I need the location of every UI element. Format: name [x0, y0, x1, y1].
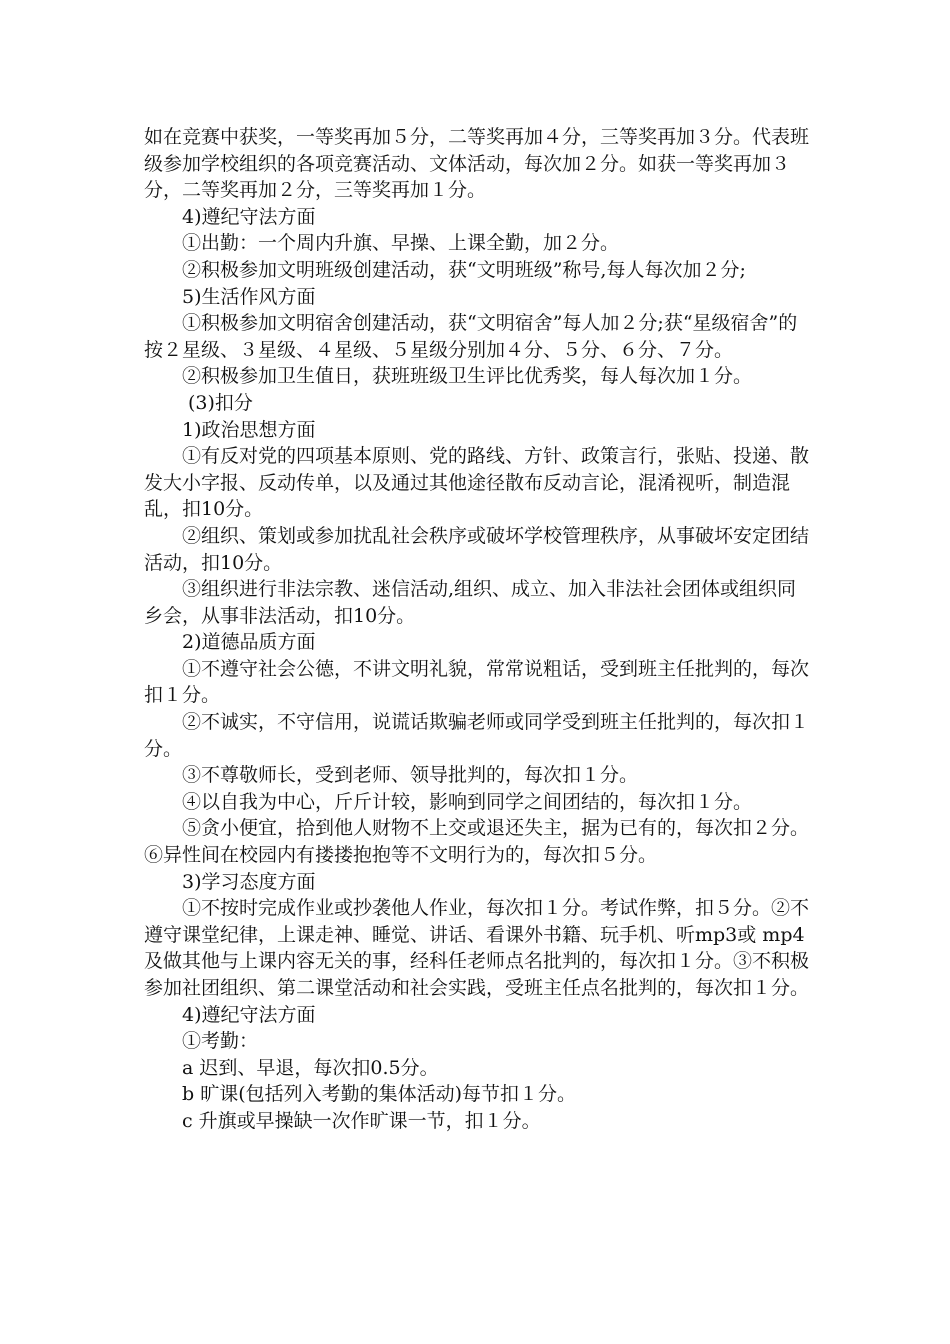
paragraph: ①出勤：一个周内升旗、早操、上课全勤，加２分。 — [182, 232, 620, 255]
paragraph: ③组织进行非法宗教、迷信活动,组织、成立、加入非法社会团体或组织同乡会，从事非法活动，扣10分。 — [144, 578, 797, 627]
paragraph: ①不按时完成作业或抄袭他人作业，每次扣１分。考试作弊，扣５分。②不遵守课堂纪律，上课走神、睡觉、讲话、看课外书籍、玩手机、听mp3或 mp4及做其他与上课内容无关的事，经科任老师点名批判的，每次扣１分。③不积极参加社团组织、第二课堂活动和社会实践，受班主任点名批判的，每次扣１分。 — [144, 897, 810, 999]
paragraph: ④以自我为中心，斤斤计较，影响到同学之间团结的，每次扣１分。 — [182, 790, 753, 813]
paragraph: ①有反对党的四项基本原则、党的路线、方针、政策言行，张贴、投递、散发大小字报、反动传单，以及通过其他途径散布反动言论，混淆视听，制造混乱，扣10分。 — [144, 445, 810, 521]
section-heading: 3)学习态度方面 — [182, 870, 316, 893]
paragraph: ①积极参加文明宿舍创建活动，获“文明宿舍”每人加２分;获“星级宿舍”的按２星级、３星级、４星级、５星级分别加４分、５分、６分、７分。 — [144, 312, 798, 361]
paragraph: ②组织、策划或参加扰乱社会秩序或破坏学校管理秩序，从事破坏安定团结活动，扣10分。 — [144, 524, 810, 574]
list-item: c 升旗或早操缺一次作旷课一节，扣１分。 — [182, 1109, 541, 1132]
section-heading: 4)遵纪守法方面 — [182, 205, 316, 228]
document-body — [144, 124, 809, 1135]
list-item: b 旷课(包括列入考勤的集体活动)每节扣１分。 — [182, 1083, 577, 1106]
paragraph: ②不诚实，不守信用，说谎话欺骗老师或同学受到班主任批判的，每次扣１分。 — [144, 711, 810, 760]
section-heading: 2)道德品质方面 — [182, 631, 316, 654]
section-heading: 4)遵纪守法方面 — [182, 1003, 316, 1026]
section-heading: 5)生活作风方面 — [182, 285, 316, 308]
paragraph: ①考勤： — [182, 1030, 259, 1053]
paragraph: ②积极参加文明班级创建活动，获“文明班级”称号,每人每次加２分; — [182, 258, 746, 281]
paragraph: 如在竞赛中获奖，一等奖再加５分，二等奖再加４分，三等奖再加３分。代表班级参加学校组织的各项竞赛活动、文体活动，每次加２分。如获一等奖再加３分，二等奖再加２分，三等奖再加１分。 — [144, 126, 810, 202]
paragraph: ⑤贪小便宜，拾到他人财物不上交或退还失主，据为已有的，每次扣２分。⑥异性间在校园内有搂搂抱抱等不文明行为的，每次扣５分。 — [144, 817, 810, 867]
list-item: a 迟到、早退，每次扣0.5分。 — [182, 1056, 439, 1079]
paragraph: ②积极参加卫生值日，获班班级卫生评比优秀奖，每人每次加１分。 — [182, 365, 753, 388]
paragraph: ①不遵守社会公德，不讲文明礼貌，常常说粗话，受到班主任批判的，每次扣１分。 — [144, 657, 810, 707]
paragraph: ③不尊敬师长，受到老师、领导批判的，每次扣１分。 — [182, 764, 639, 787]
section-heading: 1)政治思想方面 — [182, 418, 316, 441]
section-heading: (3)扣分 — [188, 391, 253, 414]
